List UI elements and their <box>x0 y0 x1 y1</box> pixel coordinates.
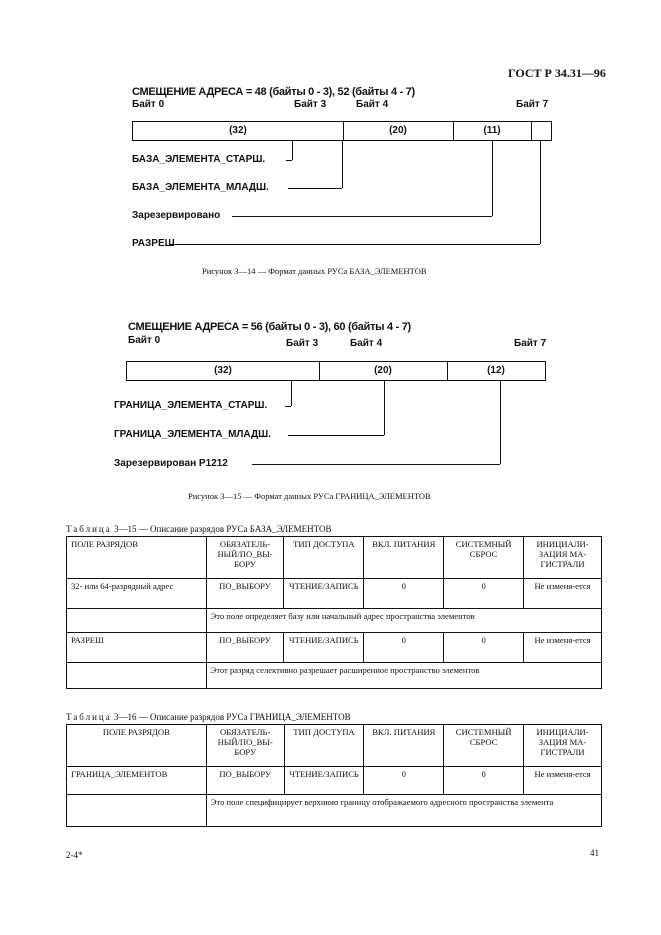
field-enable <box>531 122 550 140</box>
field-high: (32) <box>133 122 344 140</box>
label-reserved: Зарезервирован Р1212 <box>114 458 228 469</box>
table-row: ГРАНИЦА_ЭЛЕМЕНТОВ ПО_ВЫБОРУ ЧТЕНИЕ/ЗАПИСЬ 0 0 Не изменя-ется <box>67 767 602 795</box>
standard-header: ГОСТ Р 34.31—96 <box>508 66 606 80</box>
col-init: ИНИЦИАЛИ-ЗАЦИЯ МА-ГИСТРАЛИ <box>524 725 602 767</box>
byte-4-label: Байт 4 <box>350 338 383 349</box>
table-desc-row: Это поле определяет базу или начальный адрес пространства элементов <box>67 609 602 633</box>
byte-7-label: Байт 7 <box>514 338 547 349</box>
label-low: ГРАНИЦА_ЭЛЕМЕНТА_МЛАДШ. <box>114 429 271 440</box>
col-required: ОБЯЗАТЕЛЬ-НЫЙ/ПО_ВЫ-БОРУ <box>206 725 284 767</box>
col-access: ТИП ДОСТУПА <box>284 725 364 767</box>
field-reserved: (12) <box>487 365 505 376</box>
col-reset: СИСТЕМНЫЙ СБРОС <box>444 725 524 767</box>
register-layout <box>126 361 546 381</box>
label-high: БАЗА_ЭЛЕМЕНТА_СТАРШ. <box>132 154 266 165</box>
offset-title: СМЕЩЕНИЕ АДРЕСА = 56 (байты 0 - 3), 60 (байты 4 - 7) <box>128 321 411 333</box>
label-reserved: Зарезервировано <box>132 210 221 221</box>
col-required: ОБЯЗАТЕЛЬ-НЫЙ/ПО_ВЫ-БОРУ <box>206 537 284 579</box>
table-header-row <box>67 725 602 767</box>
table-3-15 <box>66 536 602 689</box>
byte-3-label: Байт 3 <box>294 99 327 110</box>
table-3-16-caption: Таблица 3—16 — Описание разрядов РУСа ГРАНИЦА_ЭЛЕМЕНТОВ <box>66 712 351 722</box>
byte-7-label: Байт 7 <box>516 99 549 110</box>
col-access: ТИП ДОСТУПА <box>284 537 364 579</box>
byte-0-label: Байт 0 <box>128 335 161 346</box>
col-field: ПОЛЕ РАЗРЯДОВ <box>67 725 207 767</box>
figure-caption: Рисунок 3—14 — Формат данных РУСа БАЗА_ЭЛЕМЕНТОВ <box>202 266 427 276</box>
col-field: ПОЛЕ РАЗРЯДОВ <box>67 537 207 579</box>
byte-3-label: Байт 3 <box>286 338 319 349</box>
field-low: (20) <box>319 362 448 380</box>
figure-caption: Рисунок 3—15 — Формат данных РУСа ГРАНИЦА_ЭЛЕМЕНТОВ <box>188 491 431 501</box>
byte-4-label: Байт 4 <box>356 99 389 110</box>
col-power: ВКЛ. ПИТАНИЯ <box>364 725 444 767</box>
field-low: (20) <box>343 122 454 140</box>
byte-0-label: Байт 0 <box>132 99 165 110</box>
table-header-row <box>67 537 602 579</box>
col-power: ВКЛ. ПИТАНИЯ <box>364 537 444 579</box>
table-row: 32- или 64-разрядный адрес ПО_ВЫБОРУ ЧТЕНИЕ/ЗАПИСЬ 0 0 Не изменя-ется <box>67 579 602 609</box>
page-number: 41 <box>590 848 599 858</box>
label-enable: РАЗРЕШ <box>132 238 175 249</box>
col-reset: СИСТЕМНЫЙ СБРОС <box>444 537 524 579</box>
table-3-15-caption: Таблица 3—15 — Описание разрядов РУСа БАЗА_ЭЛЕМЕНТОВ <box>66 524 332 534</box>
footer-left: 2-4* <box>66 850 83 860</box>
table-row: РАЗРЕШ ПО_ВЫБОРУ ЧТЕНИЕ/ЗАПИСЬ 0 0 Не изменя-ется <box>67 633 602 663</box>
col-init: ИНИЦИАЛИ-ЗАЦИЯ МА-ГИСТРАЛИ <box>524 537 602 579</box>
label-high: ГРАНИЦА_ЭЛЕМЕНТА_СТАРШ. <box>114 400 268 411</box>
label-low: БАЗА_ЭЛЕМЕНТА_МЛАДШ. <box>132 182 269 193</box>
offset-title: СМЕЩЕНИЕ АДРЕСА = 48 (байты 0 - 3), 52 (байты 4 - 7) <box>132 86 415 98</box>
table-desc-row: Это поле специфицирует верхнюю границу отображаемого адресного пространства элемента <box>67 795 602 827</box>
field-high: (32) <box>127 362 320 380</box>
table-3-16 <box>66 724 602 827</box>
field-reserved: (11) <box>453 122 532 140</box>
register-layout <box>132 121 552 141</box>
table-desc-row: Этот разряд селективно разрешает расширенное пространство элементов <box>67 663 602 689</box>
